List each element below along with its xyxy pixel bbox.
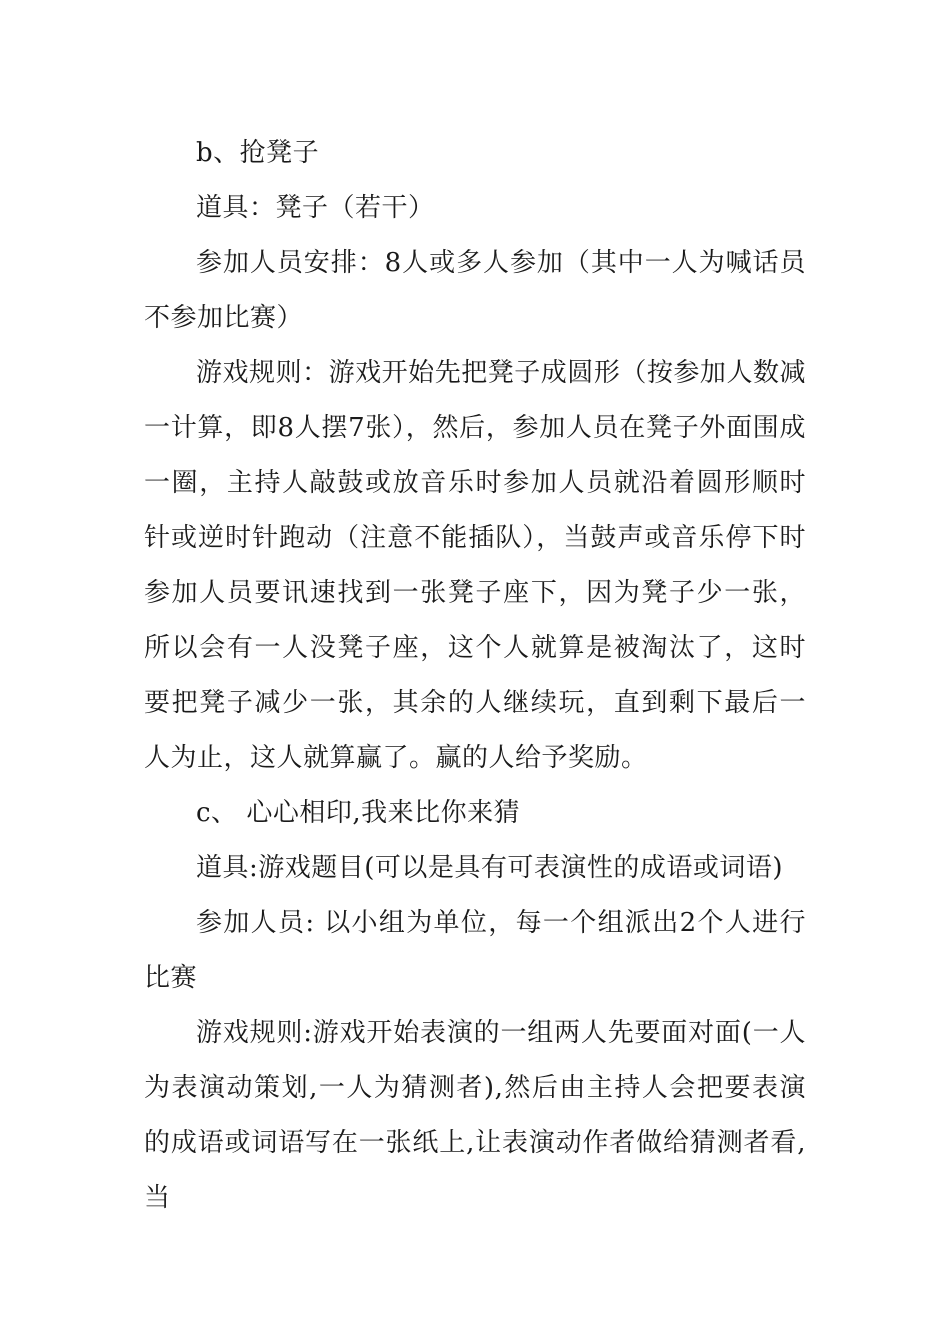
props-line-guess: 道具:游戏题目(可以是具有可表演性的成语或词语) <box>196 853 784 883</box>
props-line-stool: 道具：凳子（若干） <box>196 193 435 223</box>
rules-paragraph-guess: 游戏规则:游戏开始表演的一组两人先要面对面(一人为表演动策划,一人为猜测者),然后由主持人会把要表演的成语或词语写在一张纸上,让表演动作者做给猜测者看,当 <box>144 1018 806 1213</box>
rules-paragraph-stool: 游戏规则：游戏开始先把凳子成圆形（按参加人数减一计算，即8人摆7张），然后，参加人员在凳子外面围成一圈，主持人敲鼓或放音乐时参加人员就沿着圆形顺时针或逆时针跑动（注意不能插队），当鼓声或音乐停下时参加人员要讯速找到一张凳子座下，因为凳子少一张，所以会有一人没凳子座，这个人就算是被淘汰了，这时要把凳子减少一张，其余的人继续玩，直到剩下最后一人为止，这人就算赢了。赢的人给予奖励。 <box>144 358 806 773</box>
heading-b-grab-stool: b、抢凳子 <box>196 138 320 168</box>
heading-c-guess-game: c、 心心相印,我来比你来猜 <box>196 798 521 828</box>
document-body <box>144 126 806 1226</box>
participants-line-guess: 参加人员: 以小组为单位，每一个组派出2个人进行比赛 <box>144 908 806 993</box>
participants-line-stool: 参加人员安排：8人或多人参加（其中一人为喊话员不参加比赛） <box>144 248 806 333</box>
